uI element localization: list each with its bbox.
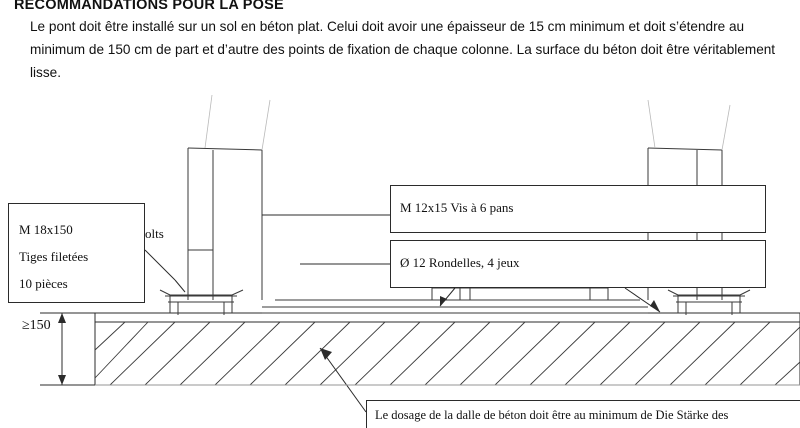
callout-tiges-line1: M 18x150: [19, 222, 73, 237]
label-slab-thickness: ≥150: [22, 318, 51, 333]
callout-tiges-line3: 10 pièces: [19, 276, 68, 291]
callout-washers: [390, 240, 766, 288]
page-title: RECOMMANDATIONS POUR LA POSE: [14, 0, 284, 13]
label-bolts: olts: [145, 226, 164, 241]
callout-threaded-rods: [8, 203, 145, 303]
callout-hex-screws: [390, 185, 766, 233]
callout-tiges-line2: Tiges filetées: [19, 249, 89, 264]
callout-rondelles-text: Ø 12 Rondelles, 4 jeux: [400, 255, 520, 270]
callout-vis-text: M 12x15 Vis à 6 pans: [400, 200, 514, 215]
intro-paragraph: Le pont doit être installé sur un sol en béton plat. Celui doit avoir une épaisseur de 15 cm minimum et doit s’étendre au minimum de 150 cm de part et d’autre des points de fixation de chaque colonne. La surface du béton doit être véritablement lisse.: [30, 19, 776, 80]
callout-dosage-text: Le dosage de la dalle de béton doit être au minimum de Die Stärke des: [375, 408, 729, 422]
callout-concrete-dosage: [366, 400, 800, 428]
